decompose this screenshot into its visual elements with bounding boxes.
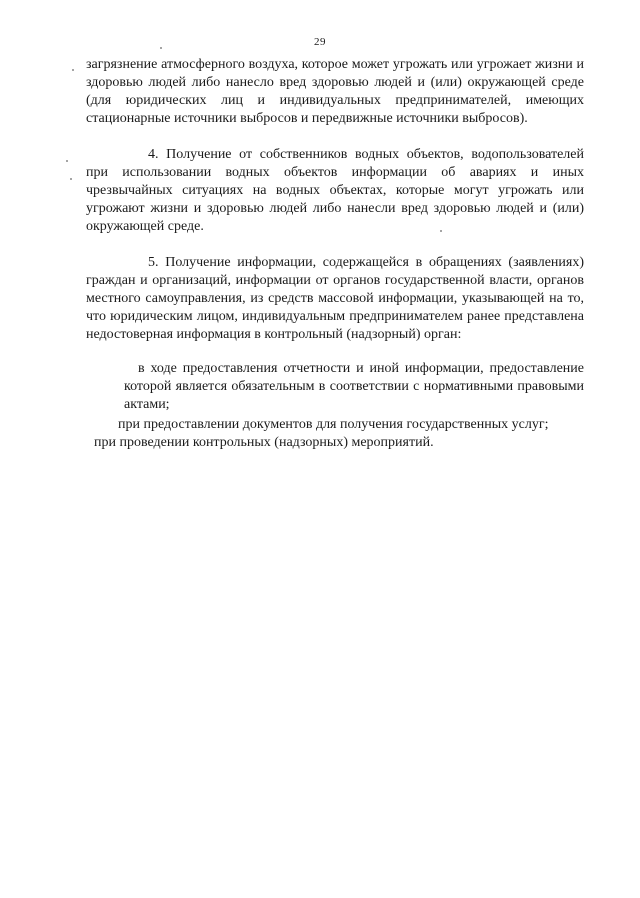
paragraph-item-5: 5. Получение информации, содержащейся в обращениях (заявлениях) граждан и организаций, информации от органов государственной власти, органов местного самоуправления, из средств массовой информации, указывающей на то, что юридическим лицом, индивидуальным предпринимателем ранее представлена недостоверная информация в контрольный (надзорный) орган: [86, 255, 584, 342]
scan-artifact [72, 69, 74, 71]
scan-artifact [66, 160, 68, 162]
paragraph-item-4: 4. Получение от собственников водных объектов, водопользователей при использовании водных объектов информации об авариях и иных чрезвычайных ситуациях на водных объектах, которые могут угрожать или угрожают жизни и здоровью людей либо нанесли вред здоровью людей и (или) окружающей среде. [86, 147, 584, 234]
scan-artifact [70, 178, 72, 180]
sub-item-state-services: при предоставлении документов для получения государственных услуг; [118, 417, 549, 432]
document-body [86, 56, 584, 452]
paragraph-continuation: загрязнение атмосферного воздуха, которое может угрожать или угрожает жизни и здоровью людей либо нанесло вред здоровью людей и (или) окружающей среде (для юридических лиц и индивидуальных предпринимателей, имеющих стационарные источники выбросов и передвижные источники выбросов). [86, 57, 584, 126]
page-number: 29 [314, 36, 326, 48]
sub-list [86, 360, 584, 452]
sub-item-reporting: в ходе предоставления отчетности и иной информации, предоставление которой является обязательным в соответствии с нормативными правовыми актами; [124, 361, 584, 412]
sub-item-control-measures: при проведении контрольных (надзорных) мероприятий. [94, 435, 434, 450]
scan-artifact [160, 47, 162, 49]
